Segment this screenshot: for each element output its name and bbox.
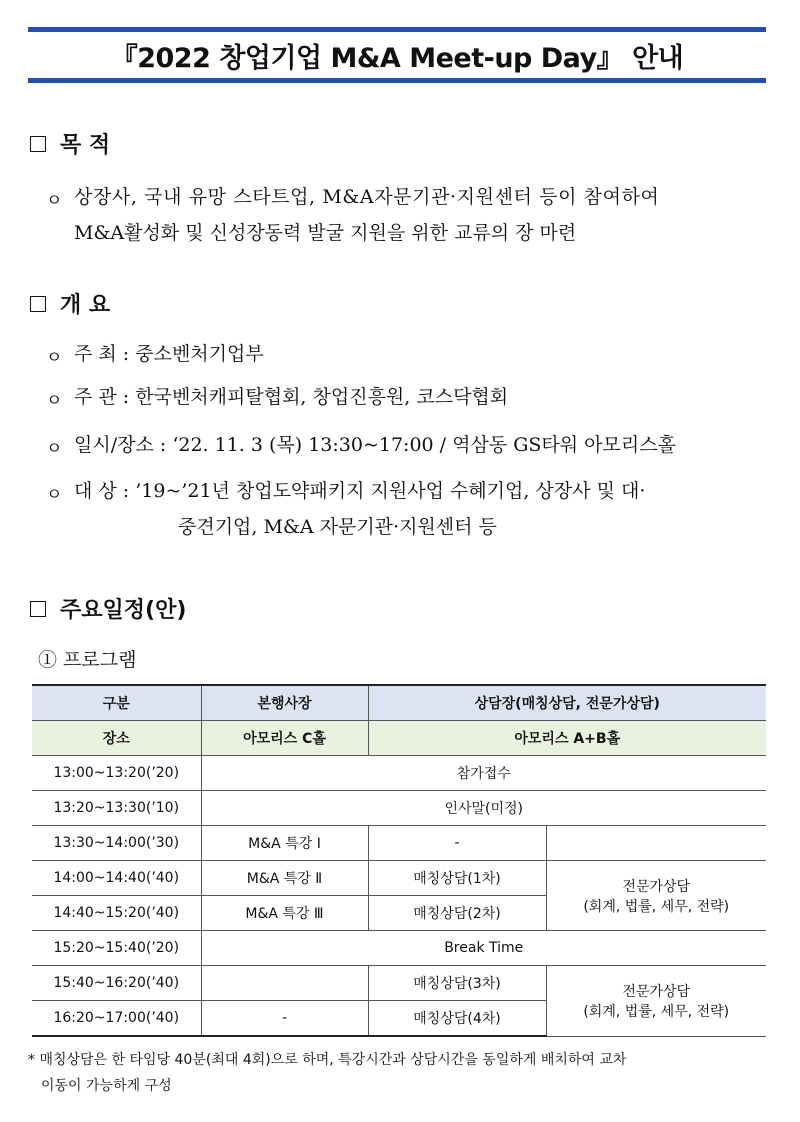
matching-cell: 매칭상담(4차) <box>368 1001 546 1037</box>
table-header-row <box>32 685 766 721</box>
header-category: 구분 <box>32 685 201 721</box>
matching-cell: 매칭상담(2차) <box>368 896 546 931</box>
footnote-line-2: 이동이 가능하게 구성 <box>41 1078 172 1094</box>
main-hall-cell: M&A 특강 Ⅱ <box>201 861 368 896</box>
venue-main: 아모리스 C홀 <box>201 721 368 756</box>
table-row <box>32 756 766 791</box>
empty-cell <box>546 826 766 861</box>
main-hall-cell: M&A 특강 Ⅲ <box>201 896 368 931</box>
circle-bullet-icon: ㅇ <box>46 485 63 505</box>
section-purpose <box>30 128 110 159</box>
expert-consult-cell <box>546 861 766 931</box>
header-consult-hall: 상담장(매칭상담, 전문가상담) <box>368 685 766 721</box>
time-cell: 14:40~15:20(’40) <box>32 896 201 931</box>
overview-item-label: 주 관 : <box>74 386 130 408</box>
matching-cell: 매칭상담(1차) <box>368 861 546 896</box>
document-title: 『2022 창업기업 M&A Meet-up Day』 안내 <box>110 42 684 74</box>
footnote-line-1: * 매칭상담은 한 타임당 40분(최대 4회)으로 하며, 특강시간과 상담시간을 동일하게 배치하여 교차 <box>28 1052 627 1068</box>
time-cell: 15:20~15:40(’20) <box>32 931 201 966</box>
header-main-hall: 본행사장 <box>201 685 368 721</box>
overview-item-label: 주 최 : <box>74 343 130 365</box>
expert-consult-fields: (회계, 법률, 세무, 전략) <box>583 898 730 915</box>
overview-item-host <box>74 339 264 366</box>
main-hall-cell: - <box>201 1001 368 1037</box>
overview-item-label: 일시/장소 : <box>74 434 167 456</box>
table-row <box>32 931 766 966</box>
venue-consult: 아모리스 A+B홀 <box>368 721 766 756</box>
expert-consult-cell <box>546 966 766 1037</box>
program-subheading: ① 프로그램 <box>38 649 137 671</box>
time-cell: 15:40~16:20(’40) <box>32 966 201 1001</box>
section-overview <box>30 288 110 319</box>
content-cell: 참가접수 <box>201 756 766 791</box>
expert-consult-title: 전문가상담 <box>622 983 691 1000</box>
purpose-line-1: 상장사, 국내 유망 스타트업, M&A자문기관·지원센터 등이 참여하여 <box>74 186 660 208</box>
section-overview-heading: 개 요 <box>60 293 111 318</box>
purpose-line-2: M&A활성화 및 신성장동력 발굴 지원을 위한 교류의 장 마련 <box>74 222 577 244</box>
main-hall-cell: M&A 특강 Ⅰ <box>201 826 368 861</box>
table-venue-row <box>32 721 766 756</box>
document-title-banner <box>28 27 766 83</box>
program-table <box>32 684 766 1037</box>
overview-item-organizer <box>74 382 508 409</box>
section-schedule <box>30 593 186 624</box>
circle-bullet-icon: ㅇ <box>46 191 63 211</box>
overview-item-text: ‘22. 11. 3 (목) 13:30~17:00 / 역삼동 GS타워 아모리스홀 <box>172 434 676 456</box>
overview-item-text: ’19~’21년 창업도약패키지 지원사업 수혜기업, 상장사 및 대· <box>135 480 646 502</box>
square-bullet-icon <box>30 296 46 312</box>
overview-item-text: 한국벤처캐피탈협회, 창업진흥원, 코스닥협회 <box>135 386 509 408</box>
overview-item-target <box>74 476 645 503</box>
square-bullet-icon <box>30 136 46 152</box>
expert-consult-title: 전문가상담 <box>622 878 691 895</box>
time-cell: 16:20~17:00(’40) <box>32 1001 201 1037</box>
content-cell: Break Time <box>201 931 766 966</box>
table-row <box>32 826 766 861</box>
section-schedule-heading: 주요일정(안) <box>60 598 187 623</box>
time-cell: 13:30~14:00(’30) <box>32 826 201 861</box>
matching-cell: - <box>368 826 546 861</box>
circle-bullet-icon: ㅇ <box>46 391 63 411</box>
content-cell: 인사말(미정) <box>201 791 766 826</box>
circle-bullet-icon: ㅇ <box>46 348 63 368</box>
matching-cell: 매칭상담(3차) <box>368 966 546 1001</box>
overview-item-label: 대 상 : <box>74 480 130 502</box>
overview-item-target-cont: 중견기업, M&A 자문기관·지원센터 등 <box>178 516 497 538</box>
venue-label: 장소 <box>32 721 201 756</box>
section-purpose-heading: 목 적 <box>60 133 111 158</box>
expert-consult-fields: (회계, 법률, 세무, 전략) <box>583 1003 730 1020</box>
circle-bullet-icon: ㅇ <box>46 439 63 459</box>
square-bullet-icon <box>30 601 46 617</box>
time-cell: 13:00~13:20(’20) <box>32 756 201 791</box>
table-row <box>32 791 766 826</box>
table-row <box>32 861 766 896</box>
overview-item-datetime <box>74 430 676 457</box>
overview-item-text: 중소벤처기업부 <box>135 343 264 365</box>
main-hall-cell <box>201 966 368 1001</box>
table-row <box>32 966 766 1001</box>
time-cell: 13:20~13:30(’10) <box>32 791 201 826</box>
time-cell: 14:00~14:40(’40) <box>32 861 201 896</box>
